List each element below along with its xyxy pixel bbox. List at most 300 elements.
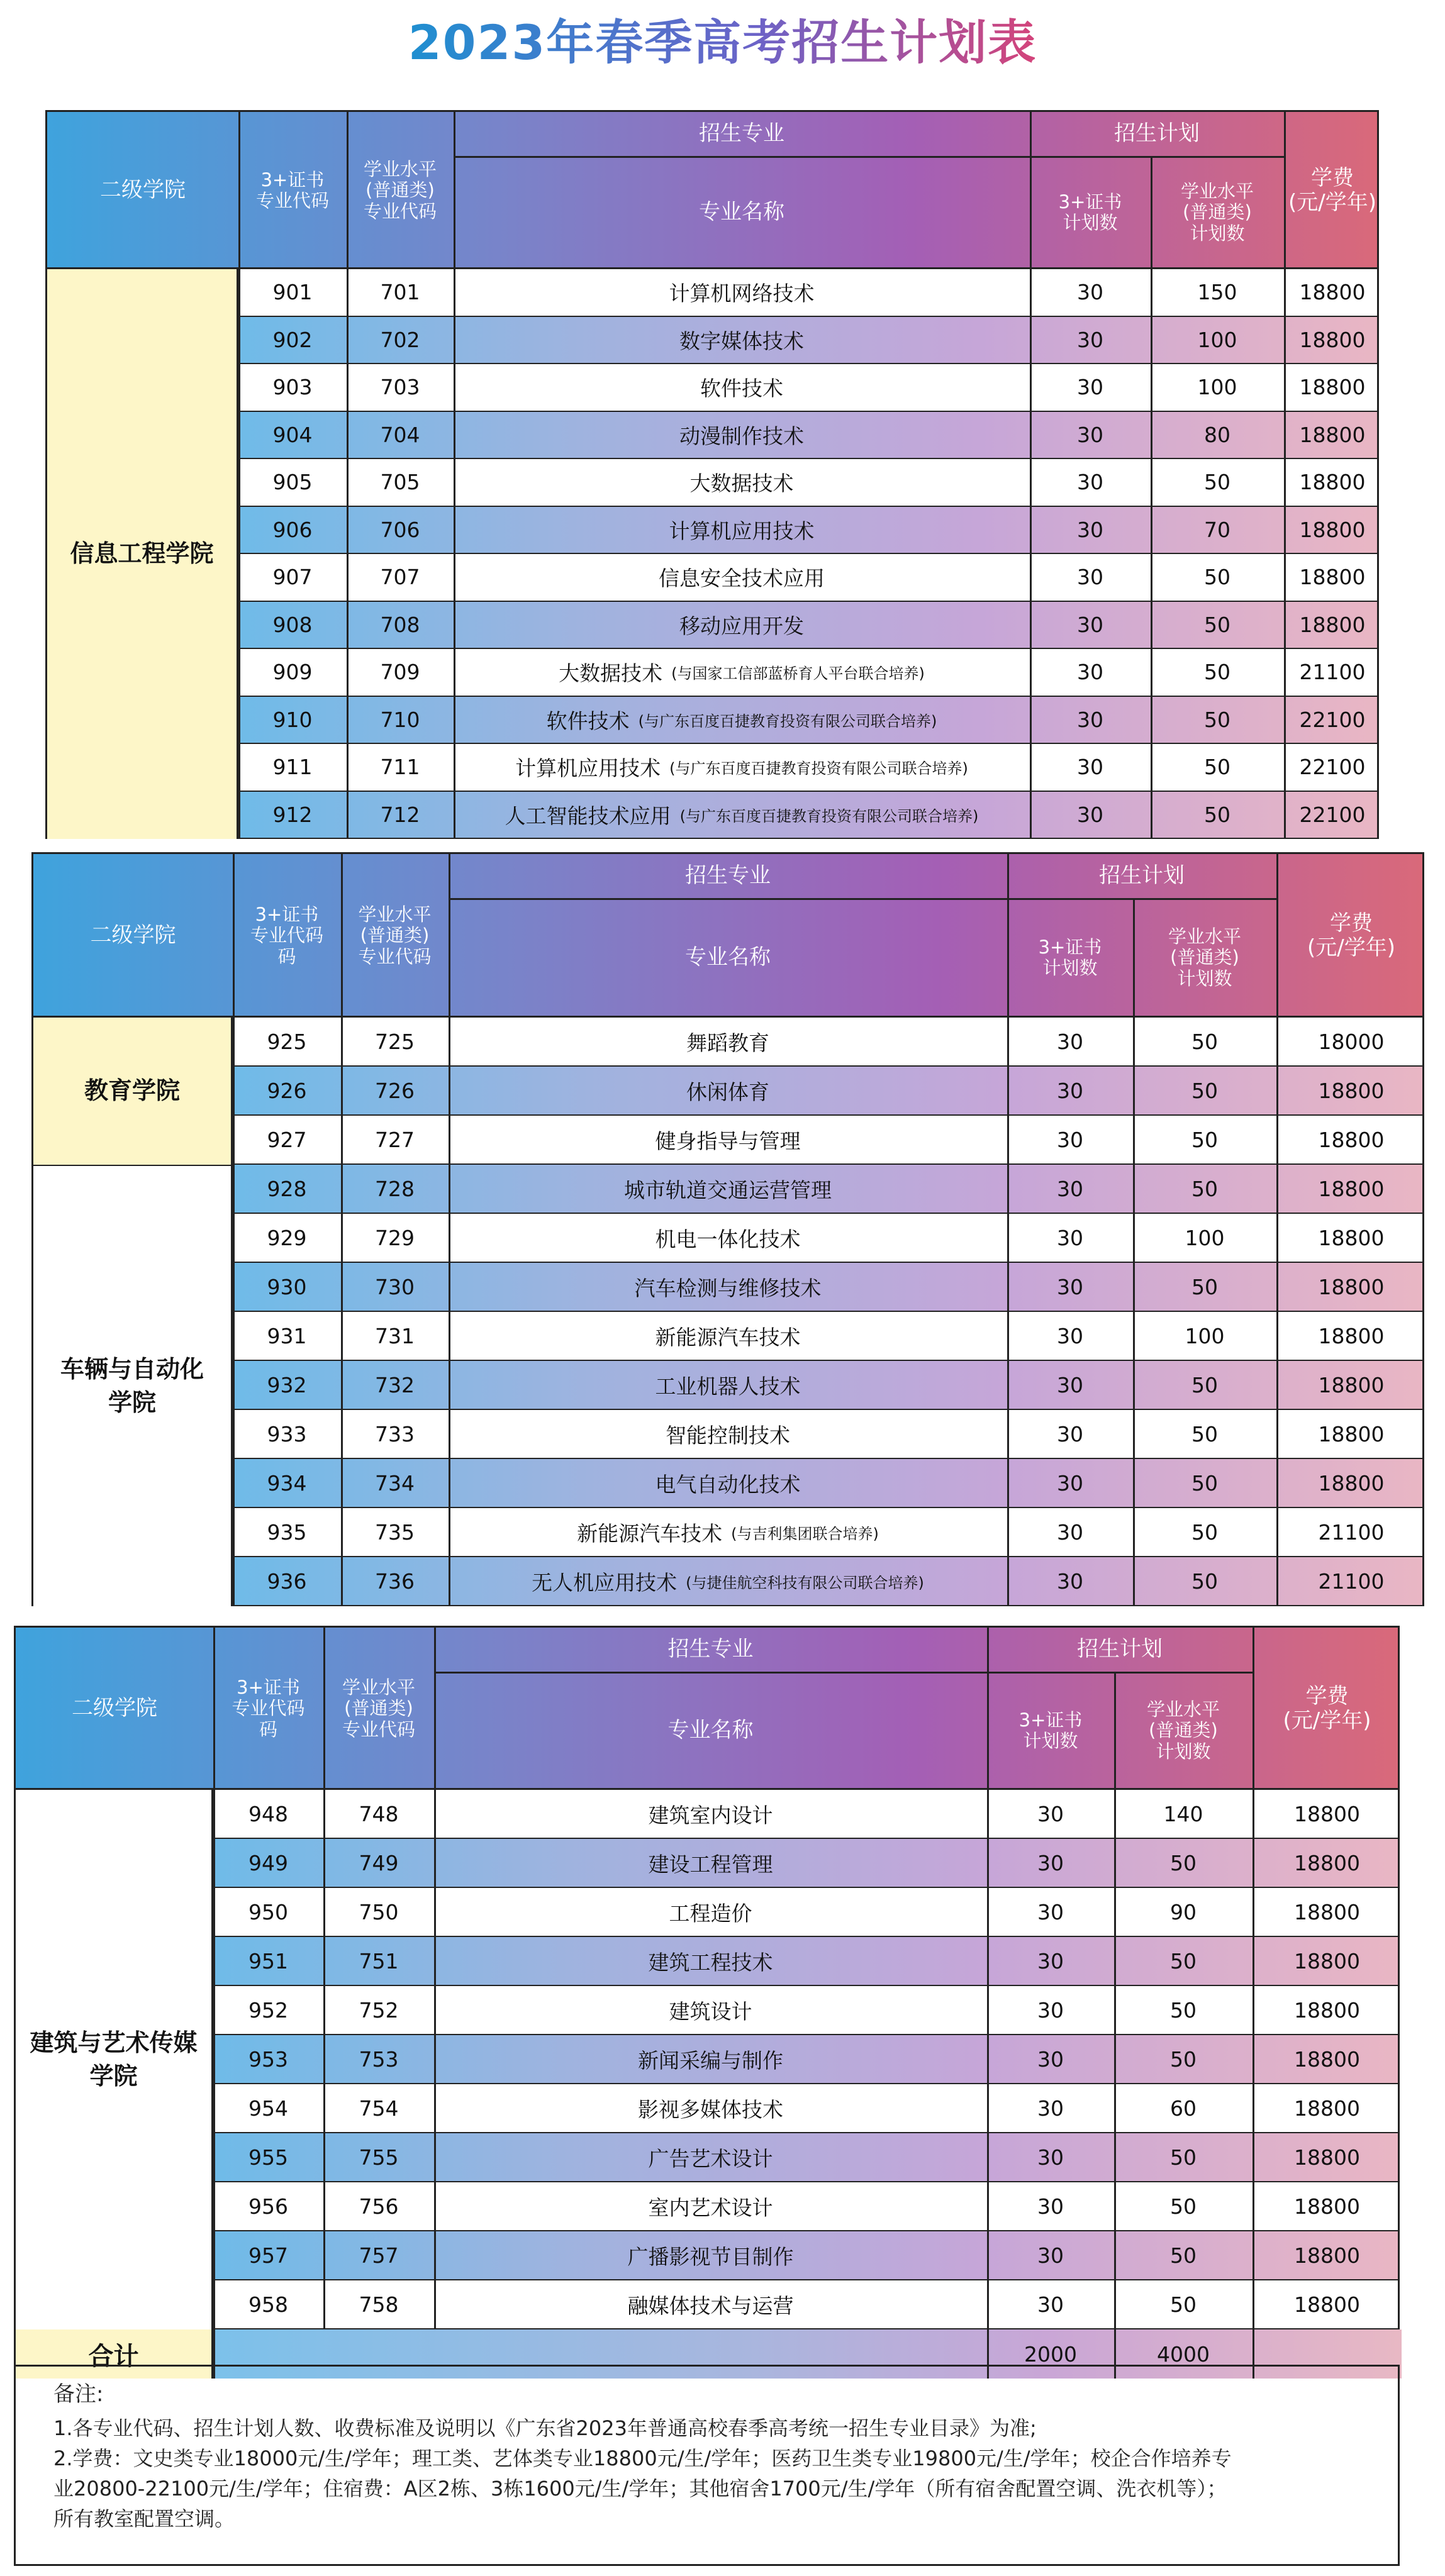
level-plan-count: 50 (1204, 755, 1230, 780)
column-divider (341, 1557, 343, 1605)
column-divider (323, 1839, 325, 1887)
cert-code: 933 (267, 1421, 307, 1446)
level-code: 755 (359, 2145, 399, 2170)
column-divider (341, 1459, 343, 1507)
tuition-fee: 18800 (1318, 1078, 1385, 1103)
column-divider (1133, 1116, 1135, 1163)
cert-plan-count: 30 (1037, 2243, 1064, 2268)
column-divider (1030, 744, 1032, 791)
header-fee: 学费 (元/学年) (1288, 165, 1376, 215)
column-divider (347, 459, 349, 506)
level-code: 709 (380, 660, 420, 685)
column-divider (323, 1888, 325, 1936)
column-divider (434, 2084, 436, 2132)
level-plan-count: 50 (1170, 1997, 1197, 2023)
level-plan-count: 100 (1185, 1225, 1225, 1250)
major-name: 城市轨道交通运营管理 (624, 1177, 832, 1202)
column-divider (1151, 697, 1152, 743)
cert-plan-count: 30 (1077, 802, 1103, 827)
tuition-fee: 18800 (1294, 1997, 1360, 2023)
major-name: 汽车检测与维修技术 (634, 1275, 822, 1301)
table-row (47, 602, 1377, 650)
cert-code: 928 (267, 1176, 307, 1201)
table-row (33, 1410, 1422, 1459)
column-divider (454, 507, 455, 553)
level-plan-count: 50 (1191, 1470, 1218, 1496)
column-divider (323, 1790, 325, 1838)
level-plan-count: 50 (1204, 612, 1230, 637)
major-name: 舞蹈教育 (686, 1030, 769, 1055)
column-divider (1133, 1410, 1135, 1458)
major-name-cell (449, 1067, 1007, 1114)
table-row (47, 744, 1377, 792)
tuition-fee: 18800 (1299, 470, 1366, 495)
header-level-code: 学业水平 (普通类) 专业代码 (363, 158, 437, 222)
header-major-group: 招生专业 (699, 121, 784, 147)
header-column-divider (434, 1628, 436, 1790)
column-divider (1151, 744, 1152, 791)
column-divider (323, 1937, 325, 1985)
column-divider (1114, 1937, 1116, 1985)
level-plan-count: 50 (1170, 2292, 1197, 2317)
major-name-cell (454, 459, 1030, 506)
cert-plan-count: 30 (1057, 1421, 1083, 1446)
level-code: 757 (359, 2243, 399, 2268)
major-name: 大数据技术 (689, 471, 794, 496)
tuition-fee: 18800 (1294, 1850, 1360, 1875)
major-name-cell (449, 1214, 1007, 1262)
major-name-cell (434, 1986, 987, 2034)
tuition-fee: 18800 (1318, 1225, 1385, 1250)
column-divider (341, 1067, 343, 1114)
column-divider (1253, 1839, 1254, 1887)
tuition-fee: 18800 (1318, 1176, 1385, 1201)
cert-plan-count: 30 (1037, 2145, 1064, 2170)
major-name: 无人机应用技术 (532, 1570, 678, 1595)
header-divider (454, 156, 1284, 158)
column-divider (323, 2133, 325, 2181)
major-name-cell (449, 1116, 1007, 1163)
cert-plan-count: 30 (1057, 1127, 1083, 1152)
level-code: 756 (359, 2194, 399, 2219)
header-column-divider (341, 854, 343, 1018)
cert-plan-count: 30 (1077, 517, 1103, 542)
header-major-name: 专业名称 (699, 199, 784, 225)
header-column-divider (213, 1628, 215, 1790)
cert-code: 905 (272, 470, 313, 495)
column-divider (1007, 1410, 1009, 1458)
column-divider (1007, 1557, 1009, 1605)
column-divider (1253, 2084, 1254, 2132)
column-divider (1133, 1263, 1135, 1311)
major-name: 智能控制技术 (666, 1423, 790, 1448)
cert-plan-count: 30 (1037, 1997, 1064, 2023)
level-code: 731 (375, 1323, 415, 1348)
header-column-divider (1276, 854, 1278, 1018)
major-name: 软件技术 (546, 708, 630, 733)
column-divider (1284, 602, 1286, 648)
cert-code: 953 (248, 2046, 288, 2072)
level-plan-count: 50 (1191, 1078, 1218, 1103)
table-row (16, 1839, 1398, 1888)
column-divider (1030, 269, 1032, 316)
level-code: 736 (375, 1568, 415, 1594)
column-divider (1030, 697, 1032, 743)
level-plan-count: 50 (1191, 1568, 1218, 1594)
column-divider (1133, 1459, 1135, 1507)
remark-line-1: 1.各专业代码、招生计划人数、收费标准及说明以《广东省2023年普通高校春季高考统一招生专业目录》为准; (53, 2416, 1037, 2440)
column-divider (1276, 1508, 1278, 1556)
level-plan-count: 50 (1170, 2194, 1197, 2219)
major-name: 大数据技术 (559, 661, 663, 686)
column-divider (434, 2133, 436, 2181)
level-code: 727 (375, 1127, 415, 1152)
column-divider (449, 1116, 450, 1163)
college-name: 信息工程学院 (47, 269, 238, 839)
column-divider (1114, 2231, 1116, 2279)
table-header (16, 1628, 1398, 1790)
major-partner-note: (与广东百度百捷教育投资有限公司联合培养) (669, 760, 968, 778)
cert-code: 957 (248, 2243, 288, 2268)
cert-plan-count: 30 (1077, 422, 1103, 447)
column-divider (1276, 1459, 1278, 1507)
level-plan-count: 50 (1204, 470, 1230, 495)
enrollment-table-3 (14, 1626, 1400, 2379)
major-name: 新闻采编与制作 (638, 2048, 783, 2073)
cert-code: 912 (272, 802, 313, 827)
cert-code: 934 (267, 1470, 307, 1496)
major-name-cell (449, 1263, 1007, 1311)
column-divider (434, 2231, 436, 2279)
remarks-title: 备注: (53, 2382, 104, 2407)
major-name: 工业机器人技术 (655, 1374, 801, 1399)
major-name-cell (454, 554, 1030, 601)
level-plan-count: 50 (1191, 1176, 1218, 1201)
level-plan-count: 50 (1204, 707, 1230, 732)
table-row (33, 1165, 1422, 1214)
major-name: 软件技术 (700, 376, 783, 401)
cert-plan-count: 30 (1077, 565, 1103, 590)
header-college: 二级学院 (90, 923, 176, 948)
column-divider (1284, 459, 1286, 506)
table-row (33, 1459, 1422, 1508)
column-divider (1253, 2231, 1254, 2279)
column-divider (987, 2084, 989, 2132)
column-divider (1114, 1790, 1116, 1838)
cert-code: 958 (248, 2292, 288, 2317)
tuition-fee: 18800 (1318, 1323, 1385, 1348)
table-row (47, 459, 1377, 507)
cert-plan-count: 30 (1057, 1029, 1083, 1054)
column-divider (1276, 1361, 1278, 1409)
cert-plan-count: 30 (1037, 1801, 1064, 1826)
column-divider (1276, 1116, 1278, 1163)
cert-code: 927 (267, 1127, 307, 1152)
column-divider (1253, 1790, 1254, 1838)
level-code: 751 (359, 1948, 399, 1974)
cert-code: 931 (267, 1323, 307, 1348)
column-divider (1114, 1986, 1116, 2034)
major-name: 计算机应用技术 (515, 756, 661, 781)
cert-plan-count: 30 (1037, 1948, 1064, 1974)
column-divider (347, 744, 349, 791)
column-divider (347, 602, 349, 648)
major-name: 新能源汽车技术 (655, 1324, 801, 1350)
column-divider (454, 792, 455, 838)
level-code: 711 (380, 755, 420, 780)
column-divider (341, 1263, 343, 1311)
major-name: 建筑室内设计 (648, 1802, 773, 1828)
level-plan-count: 70 (1204, 517, 1230, 542)
table-row (16, 1888, 1398, 1937)
tuition-fee: 18800 (1299, 565, 1366, 590)
header-college: 二级学院 (100, 177, 186, 203)
table-row (16, 1986, 1398, 2035)
column-divider (1114, 1839, 1116, 1887)
header-column-divider (1133, 898, 1135, 1018)
level-code: 749 (359, 1850, 399, 1875)
table-row (33, 1214, 1422, 1263)
major-name: 新能源汽车技术 (577, 1521, 723, 1546)
column-divider (449, 1361, 450, 1409)
major-name: 室内艺术设计 (648, 2195, 773, 2220)
header-level-code: 学业水平 (普通类) 专业代码 (358, 903, 432, 967)
level-code: 701 (380, 280, 420, 305)
tuition-fee: 18800 (1318, 1421, 1385, 1446)
column-divider (1151, 317, 1152, 364)
cert-code: 932 (267, 1372, 307, 1397)
tuition-fee: 18800 (1294, 2292, 1360, 2317)
cert-plan-count: 30 (1077, 470, 1103, 495)
column-divider (987, 1839, 989, 1887)
column-divider (1030, 649, 1032, 696)
level-plan-count: 50 (1170, 1948, 1197, 1974)
cert-code: 909 (272, 660, 313, 685)
remarks-box (14, 2365, 1400, 2566)
column-divider (341, 1410, 343, 1458)
cert-plan-count: 30 (1057, 1176, 1083, 1201)
tuition-fee: 18800 (1294, 2096, 1360, 2121)
column-divider (1133, 1067, 1135, 1114)
column-divider (347, 507, 349, 553)
level-code: 735 (375, 1519, 415, 1545)
tuition-fee: 22100 (1299, 707, 1366, 732)
level-plan-count: 100 (1185, 1323, 1225, 1348)
column-divider (1030, 364, 1032, 411)
column-divider (454, 602, 455, 648)
header-fee: 学费 (元/学年) (1307, 910, 1395, 960)
column-divider (1007, 1361, 1009, 1409)
level-code: 702 (380, 327, 420, 352)
column-divider (347, 554, 349, 601)
level-code: 754 (359, 2096, 399, 2121)
column-divider (987, 1986, 989, 2034)
college-column-divider (213, 1790, 215, 2379)
column-divider (341, 1116, 343, 1163)
cert-plan-count: 30 (1077, 707, 1103, 732)
cert-code: 950 (248, 1899, 288, 1924)
cert-plan-count: 30 (1057, 1372, 1083, 1397)
major-name: 融媒体技术与运营 (627, 2293, 794, 2318)
column-divider (1151, 269, 1152, 316)
table-row (33, 1361, 1422, 1410)
level-code: 728 (375, 1176, 415, 1201)
column-divider (1007, 1116, 1009, 1163)
column-divider (1114, 2084, 1116, 2132)
cert-plan-count: 30 (1077, 755, 1103, 780)
column-divider (434, 1839, 436, 1887)
column-divider (454, 697, 455, 743)
column-divider (1284, 317, 1286, 364)
column-divider (1133, 1361, 1135, 1409)
major-name-cell (434, 1839, 987, 1887)
major-name: 机电一体化技术 (655, 1226, 801, 1252)
column-divider (454, 649, 455, 696)
header-column-divider (347, 112, 349, 269)
column-divider (1007, 1459, 1009, 1507)
column-divider (454, 412, 455, 458)
major-name-cell (449, 1312, 1007, 1360)
major-partner-note: (与国家工信部蓝桥育人平台联合培养) (671, 665, 925, 683)
cert-code: 930 (267, 1274, 307, 1299)
column-divider (347, 792, 349, 838)
major-name: 计算机网络技术 (669, 281, 815, 306)
column-divider (1133, 1312, 1135, 1360)
major-partner-note: (与广东百度百捷教育投资有限公司联合培养) (638, 712, 937, 730)
column-divider (1007, 1214, 1009, 1262)
header-cert-code: 3+证书 专业代码 码 (232, 1676, 305, 1740)
level-plan-count: 50 (1170, 1850, 1197, 1875)
major-name: 动漫制作技术 (679, 423, 804, 448)
table-row (47, 697, 1377, 745)
major-name-cell (449, 1361, 1007, 1409)
cert-code: 926 (267, 1078, 307, 1103)
level-code: 734 (375, 1470, 415, 1496)
table-row (47, 317, 1377, 365)
major-name: 建筑工程技术 (648, 1950, 773, 1975)
major-name: 建设工程管理 (648, 1852, 773, 1877)
cert-code: 901 (272, 280, 313, 305)
table-row (47, 554, 1377, 602)
cert-code: 929 (267, 1225, 307, 1250)
college-name: 教育学院 (33, 1018, 233, 1165)
level-plan-count: 80 (1204, 422, 1230, 447)
enrollment-table-1 (45, 110, 1379, 839)
cert-plan-count: 30 (1037, 2292, 1064, 2317)
column-divider (1151, 649, 1152, 696)
column-divider (1284, 697, 1286, 743)
cert-plan-count: 30 (1037, 2046, 1064, 2072)
table-header (47, 112, 1377, 269)
major-name-cell (454, 412, 1030, 458)
tuition-fee: 18800 (1294, 2194, 1360, 2219)
column-divider (1276, 1165, 1278, 1213)
column-divider (987, 2133, 989, 2181)
tuition-fee: 18800 (1299, 422, 1366, 447)
cert-plan-count: 30 (1077, 327, 1103, 352)
column-divider (1114, 1888, 1116, 1936)
column-divider (1151, 602, 1152, 648)
column-divider (1151, 507, 1152, 553)
tuition-fee: 18800 (1318, 1372, 1385, 1397)
enrollment-table-2 (31, 852, 1424, 1606)
major-name-cell (449, 1410, 1007, 1458)
college-column-divider (238, 269, 240, 839)
level-plan-count: 50 (1204, 660, 1230, 685)
column-divider (1276, 1557, 1278, 1605)
college-name: 车辆与自动化 学院 (33, 1165, 233, 1606)
column-divider (449, 1312, 450, 1360)
header-divider (434, 1672, 1253, 1674)
header-major-group: 招生专业 (685, 863, 771, 889)
total-cert-plan: 2000 (1024, 2341, 1077, 2367)
column-divider (1030, 507, 1032, 553)
column-divider (434, 1888, 436, 1936)
column-divider (1253, 1888, 1254, 1936)
cert-code: 911 (272, 755, 313, 780)
table-row (33, 1312, 1422, 1361)
column-divider (454, 317, 455, 364)
header-column-divider (1030, 112, 1032, 269)
table-row (33, 1557, 1422, 1606)
major-partner-note: (与吉利集团联合培养) (731, 1524, 879, 1543)
level-plan-count: 50 (1204, 802, 1230, 827)
column-divider (1151, 459, 1152, 506)
table-row (16, 2231, 1398, 2280)
level-plan-count: 50 (1191, 1029, 1218, 1054)
header-column-divider (1007, 854, 1009, 1018)
column-divider (1007, 1312, 1009, 1360)
level-code: 752 (359, 1997, 399, 2023)
column-divider (1151, 554, 1152, 601)
major-partner-note: (与广东百度百捷教育投资有限公司联合培养) (679, 807, 979, 825)
header-plan-group: 招生计划 (1114, 121, 1200, 147)
table-row (33, 1263, 1422, 1312)
column-divider (1030, 554, 1032, 601)
major-name-cell (454, 269, 1030, 316)
cert-code: 956 (248, 2194, 288, 2219)
table-row (47, 507, 1377, 555)
table-row (47, 269, 1377, 317)
major-name-cell (454, 697, 1030, 743)
major-name-cell (449, 1165, 1007, 1213)
column-divider (347, 412, 349, 458)
level-plan-count: 50 (1191, 1274, 1218, 1299)
major-name: 健身指导与管理 (655, 1128, 801, 1153)
level-code: 748 (359, 1801, 399, 1826)
page-title: 2023年春季高考招生计划表 (408, 14, 1037, 70)
cert-code: 935 (267, 1519, 307, 1545)
major-name: 休闲体育 (686, 1079, 769, 1104)
level-code: 712 (380, 802, 420, 827)
header-column-divider (454, 112, 455, 269)
major-name: 人工智能技术应用 (505, 803, 671, 828)
column-divider (449, 1165, 450, 1213)
tuition-fee: 18800 (1294, 1948, 1360, 1974)
cert-code: 906 (272, 517, 313, 542)
header-column-divider (1253, 1628, 1254, 1790)
tuition-fee: 22100 (1299, 802, 1366, 827)
column-divider (1133, 1018, 1135, 1065)
column-divider (1253, 2133, 1254, 2181)
column-divider (1284, 412, 1286, 458)
column-divider (1253, 1986, 1254, 2034)
column-divider (449, 1459, 450, 1507)
column-divider (1151, 364, 1152, 411)
cert-code: 907 (272, 565, 313, 590)
level-plan-count: 100 (1197, 327, 1237, 352)
column-divider (449, 1557, 450, 1605)
